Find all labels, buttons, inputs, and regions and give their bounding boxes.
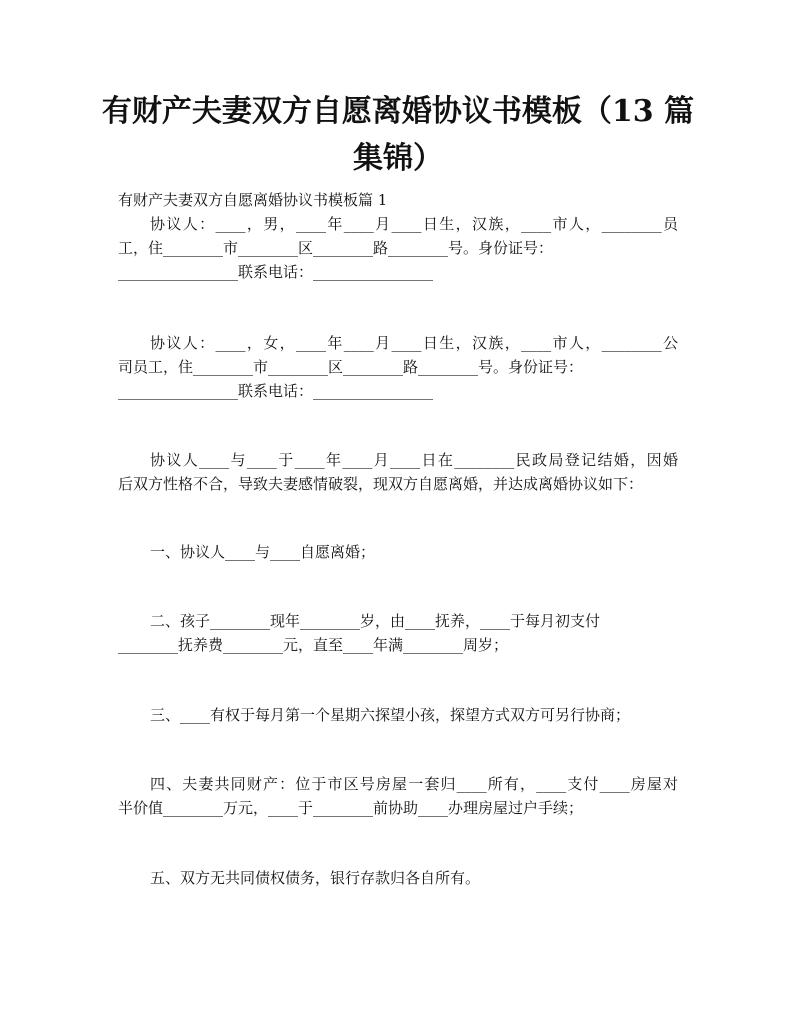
clause-1-line: 一、协议人____与____自愿离婚；: [150, 543, 376, 561]
party-1-paragraph: [118, 212, 678, 284]
party-2-line-2: 司员工，住________市________区________路________号。身份证号：: [118, 358, 584, 376]
marriage-line-1: 协议人____与____于____年____月____日在________民政局登记结婚，因婚: [150, 451, 678, 469]
document-title-line-2: 集锦）: [353, 141, 443, 176]
section-heading-text: 有财产夫妻双方自愿离婚协议书模板篇 1: [118, 191, 388, 209]
clause-2-paragraph: [118, 609, 678, 657]
clause-1-paragraph: [118, 540, 678, 564]
document-title: [100, 88, 696, 182]
marriage-line-2: 后双方性格不合，导致夫妻感情破裂，现双方自愿离婚，并达成离婚协议如下：: [118, 475, 644, 493]
party-1-line-3: ________________联系电话：________________: [118, 263, 434, 281]
clause-4-line-2: 半价值________万元，____于________前协助____办理房屋过户手续；: [118, 799, 584, 817]
clause-2-line-2: ________抚养费________元，直至____年满________周岁；: [118, 636, 509, 654]
clause-5-paragraph: [118, 866, 678, 890]
clause-5-line: 五、双方无共同债权债务，银行存款归各自所有。: [150, 869, 481, 887]
document-title-line-1: 有财产夫妻双方自愿离婚协议书模板（13 篇: [101, 94, 695, 129]
clause-3-paragraph: [118, 703, 678, 727]
clause-3-line: 三、____有权于每月第一个星期六探望小孩，探望方式双方可另行协商；: [150, 706, 631, 724]
clause-4-line-1: 四、夫妻共同财产：位于市区号房屋一套归____所有，____支付____房屋对: [150, 775, 678, 793]
party-1-line-2: 工，住________市________区________路________号。身份证号：: [118, 239, 554, 257]
party-2-line-3: ________________联系电话：________________: [118, 382, 434, 400]
clause-4-paragraph: [118, 772, 678, 820]
section-heading: [118, 188, 678, 212]
party-2-line-1: 协议人：____，女，____年____月____日生，汉族，____市人，________公: [150, 334, 678, 352]
clause-2-line-1: 二、孩子________现年________岁，由____抚养，____于每月初支付: [150, 612, 601, 630]
party-2-paragraph: [118, 331, 678, 403]
marriage-paragraph: [118, 448, 678, 496]
party-1-line-1: 协议人：____，男，____年____月____日生，汉族，____市人，________员: [150, 215, 678, 233]
